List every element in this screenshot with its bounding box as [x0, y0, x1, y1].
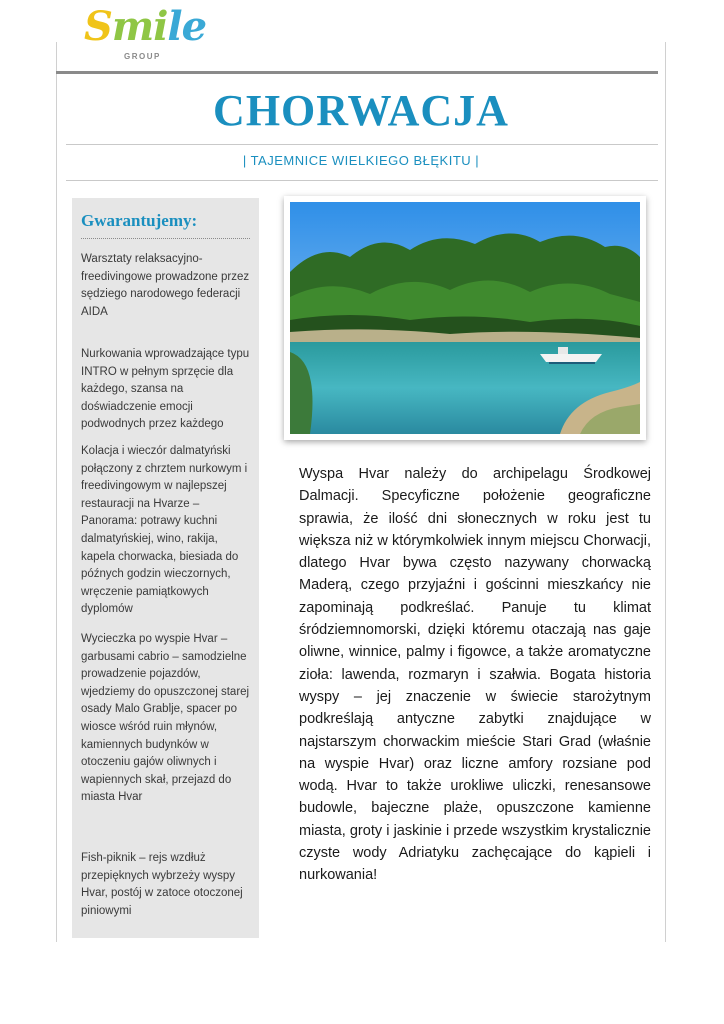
header-rule [56, 71, 658, 74]
hvar-description: Wyspa Hvar należy do archipelagu Środkowej Dalmacji. Specyficzne położenie geograficzne sprawia, że ilość dni słonecznych w roku jest tu większa niż w którymkolwiek innym miejscu Chorwacji, dlatego Hvar bywa często nazywany chorwacką Maderą, czego przyjaźni i gościnni mieszkańcy nie zapominają podkreślać. Panuje tu klimat śródziemnomorski, dzięki któremu otaczają nas gaje oliwne, winnice, palmy i figowce, a także aromatyczne zioła: lawenda, rozmaryn i szałwia. Bogata historia wyspy – jej znaczenie w świecie starożytnym podkreślają antyczne zabytki znajdujące w najstarszym chorwackim mieście Stari Grad (właśnie na wyspie Hvar) oraz liczne amfory rozsiane pod wodą. Hvar to także urokliwe uliczki, renesansowe budowle, bajeczne plaże, opuszczone kamienne miasta, groty i jaskinie i przede wszystkim krystalicznie czyste wody Adriatyku zachęcające do kąpieli i nurkowania! [299, 466, 651, 884]
hvar-bay-photo [284, 196, 646, 440]
left-margin-rule [56, 42, 57, 942]
guarantee-item: Nurkowania wprowadzające typu INTRO w pełnym sprzęcie dla każdego, szansa na doświadczenie emocji podwodnych przez każdego [81, 348, 250, 431]
page-subtitle: | TAJEMNICE WIELKIEGO BŁĘKITU | [242, 153, 480, 168]
guarantee-item: Warsztaty relaksacyjno-freedivingowe prowadzone przez sędziego narodowego federacji AIDA [81, 253, 250, 318]
guarantee-sidebar [72, 198, 259, 938]
divider-bottom [66, 180, 658, 181]
right-margin-rule [665, 42, 666, 942]
logo-wordmark: Smile [84, 3, 207, 50]
guarantee-item: Kolacja i wieczór dalmatyński połączony z chrztem nurkowym i freedivingowym w najlepszej restauracji na Hvarze – Panorama: potrawy kuchni dalmatyńskiej, wino, rakija, kapela chorwacka, biesiada do późnych godzin wieczornych, wręczenie pamiątkowych dyplomów [81, 445, 248, 616]
guarantee-item: Wycieczka po wyspie Hvar – garbusami cabrio – samodzielne prowadzenie pojazdów, wjedziemy do opuszczonej starej osady Malo Grablje, spacer po wiosce wśród ruin młynów, kamiennych budynków w otoczeniu gajów oliwnych i wapiennych skał, przejazd do miasta Hvar [81, 633, 250, 804]
logo-subtext: GROUP [124, 52, 161, 61]
bay-landscape-image [290, 202, 640, 434]
sidebar-heading: Gwarantujemy: [81, 211, 198, 230]
page-title: CHORWACJA [213, 86, 509, 135]
divider-top [66, 144, 658, 145]
smile-group-logo [84, 3, 207, 66]
dotted-divider [81, 238, 250, 239]
guarantee-item: Fish-piknik – rejs wzdłuż przepięknych wybrzeży wyspy Hvar, postój w zatoce otoczonej piniowymi [81, 852, 243, 917]
